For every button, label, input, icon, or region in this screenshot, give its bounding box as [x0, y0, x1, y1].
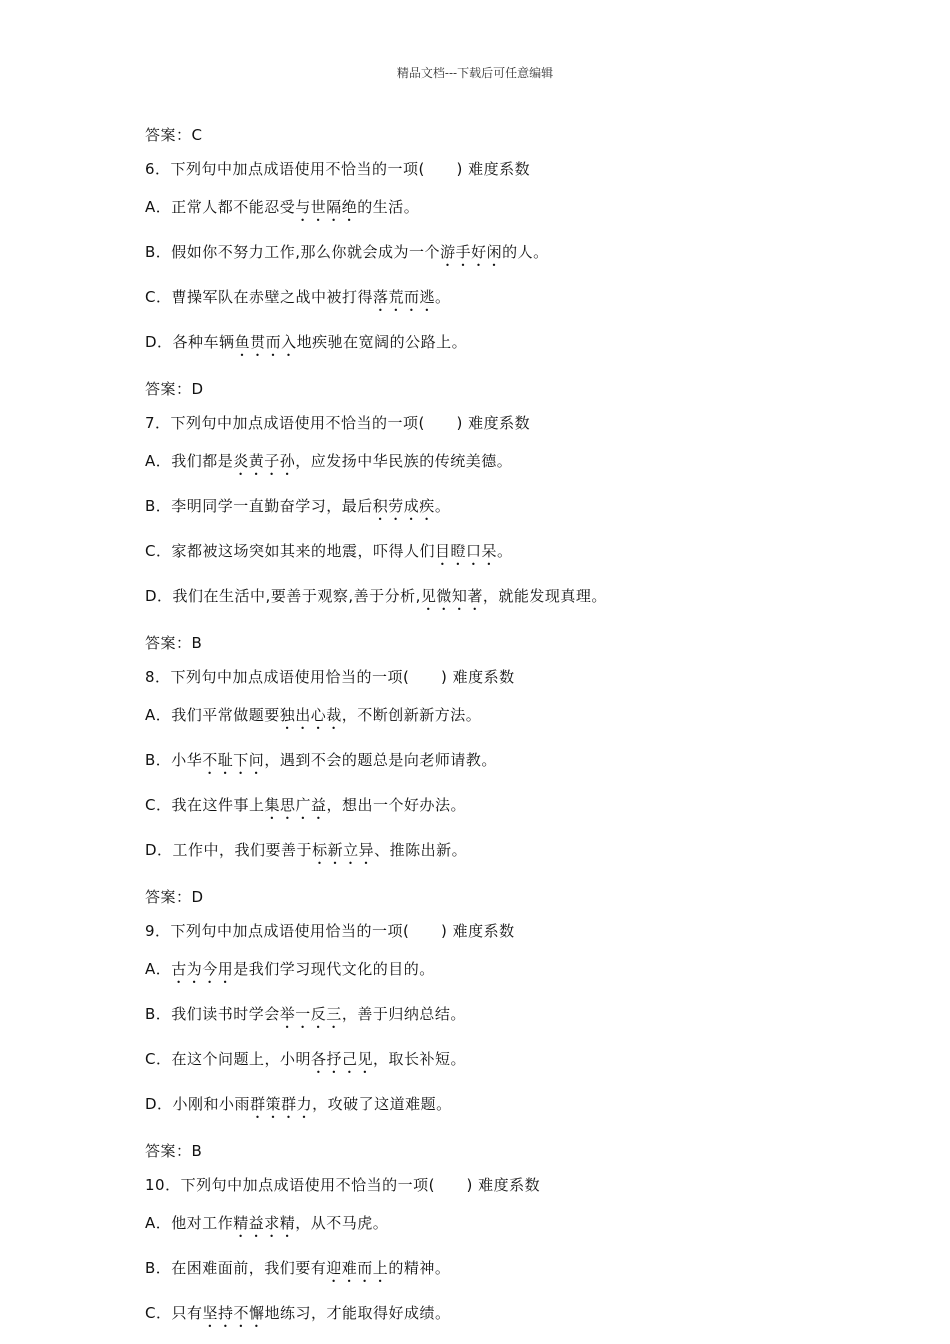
- text-segment: ，遇到不会的题总是向老师请教。: [264, 751, 497, 769]
- option-line: [145, 331, 865, 360]
- text-segment: A．我们平常做题要: [145, 706, 280, 724]
- option-line: [145, 1093, 865, 1122]
- option-line: [145, 1257, 865, 1286]
- dotted-idiom: 坚持不懈: [202, 1304, 265, 1322]
- text-segment: A．: [145, 960, 172, 978]
- dotted-idiom: 集思广益: [264, 796, 327, 814]
- text-segment: 答案：D: [145, 888, 204, 906]
- dotted-idiom: 积劳成疾: [372, 497, 435, 515]
- dotted-idiom: 举一反三: [279, 1005, 342, 1023]
- option-line: [145, 286, 865, 315]
- option-line: [145, 450, 865, 479]
- text-segment: B．假如你不努力工作,那么你就会成为一个: [145, 243, 441, 261]
- answer-line: [145, 1140, 865, 1162]
- text-segment: D．小刚和小雨: [145, 1095, 251, 1113]
- text-segment: A．正常人都不能忍受: [145, 198, 296, 216]
- dotted-idiom: 与世隔绝: [295, 198, 358, 216]
- text-segment: B．李明同学一直勤奋学习，最后: [145, 497, 373, 515]
- dotted-idiom: 目瞪口呆: [434, 542, 497, 560]
- text-segment: 。: [497, 542, 513, 560]
- dotted-idiom: 迎难而上: [326, 1259, 389, 1277]
- text-segment: 答案：B: [145, 634, 203, 652]
- text-segment: 地练习，才能取得好成绩。: [264, 1304, 451, 1322]
- dotted-idiom: 古为今用: [171, 960, 234, 978]
- option-line: [145, 1003, 865, 1032]
- option-line: [145, 1302, 865, 1331]
- text-segment: ，应发扬中华民族的传统美德。: [295, 452, 513, 470]
- dotted-idiom: 炎黄子孙: [233, 452, 296, 470]
- answer-line: [145, 886, 865, 908]
- text-segment: 7．下列句中加点成语使用不恰当的一项( ) 难度系数: [145, 414, 531, 432]
- text-segment: B．我们读书时学会: [145, 1005, 280, 1023]
- text-segment: 的精神。: [388, 1259, 451, 1277]
- answer-line: [145, 124, 865, 146]
- text-segment: D．各种车辆: [145, 333, 235, 351]
- question-line: [145, 158, 865, 180]
- answer-line: [145, 378, 865, 400]
- text-segment: A．我们都是: [145, 452, 234, 470]
- text-segment: 。: [434, 497, 451, 515]
- dotted-idiom: 鱼贯而入: [234, 333, 297, 351]
- dotted-idiom: 游手好闲: [440, 243, 503, 261]
- text-segment: 10．下列句中加点成语使用不恰当的一项( ) 难度系数: [145, 1176, 541, 1194]
- option-line: [145, 794, 865, 823]
- dotted-idiom: 群策群力: [250, 1095, 313, 1113]
- text-segment: 的人。: [502, 243, 549, 261]
- text-segment: ，攻破了这道难题。: [312, 1095, 452, 1113]
- text-segment: ，取长补短。: [373, 1050, 467, 1068]
- dotted-idiom: 精益求精: [233, 1214, 296, 1232]
- question-line: [145, 1174, 865, 1196]
- dotted-idiom: 各抒己见: [310, 1050, 373, 1068]
- text-segment: ，从不马虎。: [295, 1214, 389, 1232]
- answer-line: [145, 632, 865, 654]
- text-segment: C．只有: [145, 1304, 203, 1322]
- text-segment: D．我们在生活中,要善于观察,善于分析,: [145, 587, 421, 605]
- option-line: [145, 958, 865, 987]
- text-segment: 。: [435, 288, 451, 306]
- text-segment: C．家都被这场突如其来的地震，吓得人们: [145, 542, 435, 560]
- text-segment: 、推陈出新。: [374, 841, 468, 859]
- dotted-idiom: 落荒而逃: [372, 288, 435, 306]
- text-segment: C．我在这件事上: [145, 796, 265, 814]
- text-segment: A．他对工作: [145, 1214, 234, 1232]
- text-segment: 8．下列句中加点成语使用恰当的一项( ) 难度系数: [145, 668, 515, 686]
- text-segment: 是我们学习现代文化的目的。: [233, 960, 435, 978]
- option-line: [145, 540, 865, 569]
- dotted-idiom: 不耻下问: [202, 751, 265, 769]
- text-segment: C．在这个问题上，小明: [145, 1050, 311, 1068]
- text-segment: 的生活。: [357, 198, 420, 216]
- document-body: [145, 124, 865, 1331]
- text-segment: 地疾驰在宽阔的公路上。: [296, 333, 468, 351]
- option-line: [145, 196, 865, 225]
- dotted-idiom: 标新立异: [312, 841, 375, 859]
- text-segment: ，就能发现真理。: [482, 587, 607, 605]
- option-line: [145, 704, 865, 733]
- option-line: [145, 1048, 865, 1077]
- page-header: 精品文档---下载后可任意编辑: [396, 66, 554, 80]
- question-line: [145, 920, 865, 942]
- text-segment: B．在困难面前，我们要有: [145, 1259, 327, 1277]
- option-line: [145, 585, 865, 614]
- option-line: [145, 1212, 865, 1241]
- option-line: [145, 241, 865, 270]
- text-segment: 6．下列句中加点成语使用不恰当的一项( ) 难度系数: [145, 160, 531, 178]
- text-segment: C．曹操军队在赤壁之战中被打得: [145, 288, 373, 306]
- dotted-idiom: 独出心裁: [279, 706, 342, 724]
- question-line: [145, 666, 865, 688]
- option-line: [145, 749, 865, 778]
- text-segment: D．工作中，我们要善于: [145, 841, 313, 859]
- dotted-idiom: 见微知著: [420, 587, 483, 605]
- text-segment: 答案：C: [145, 126, 203, 144]
- text-segment: 9．下列句中加点成语使用恰当的一项( ) 难度系数: [145, 922, 515, 940]
- text-segment: ，善于归纳总结。: [341, 1005, 466, 1023]
- text-segment: ，不断创新新方法。: [341, 706, 482, 724]
- option-line: [145, 839, 865, 868]
- text-segment: ，想出一个好办法。: [326, 796, 467, 814]
- question-line: [145, 412, 865, 434]
- option-line: [145, 495, 865, 524]
- text-segment: 答案：D: [145, 380, 204, 398]
- text-segment: 答案：B: [145, 1142, 203, 1160]
- text-segment: B．小华: [145, 751, 203, 769]
